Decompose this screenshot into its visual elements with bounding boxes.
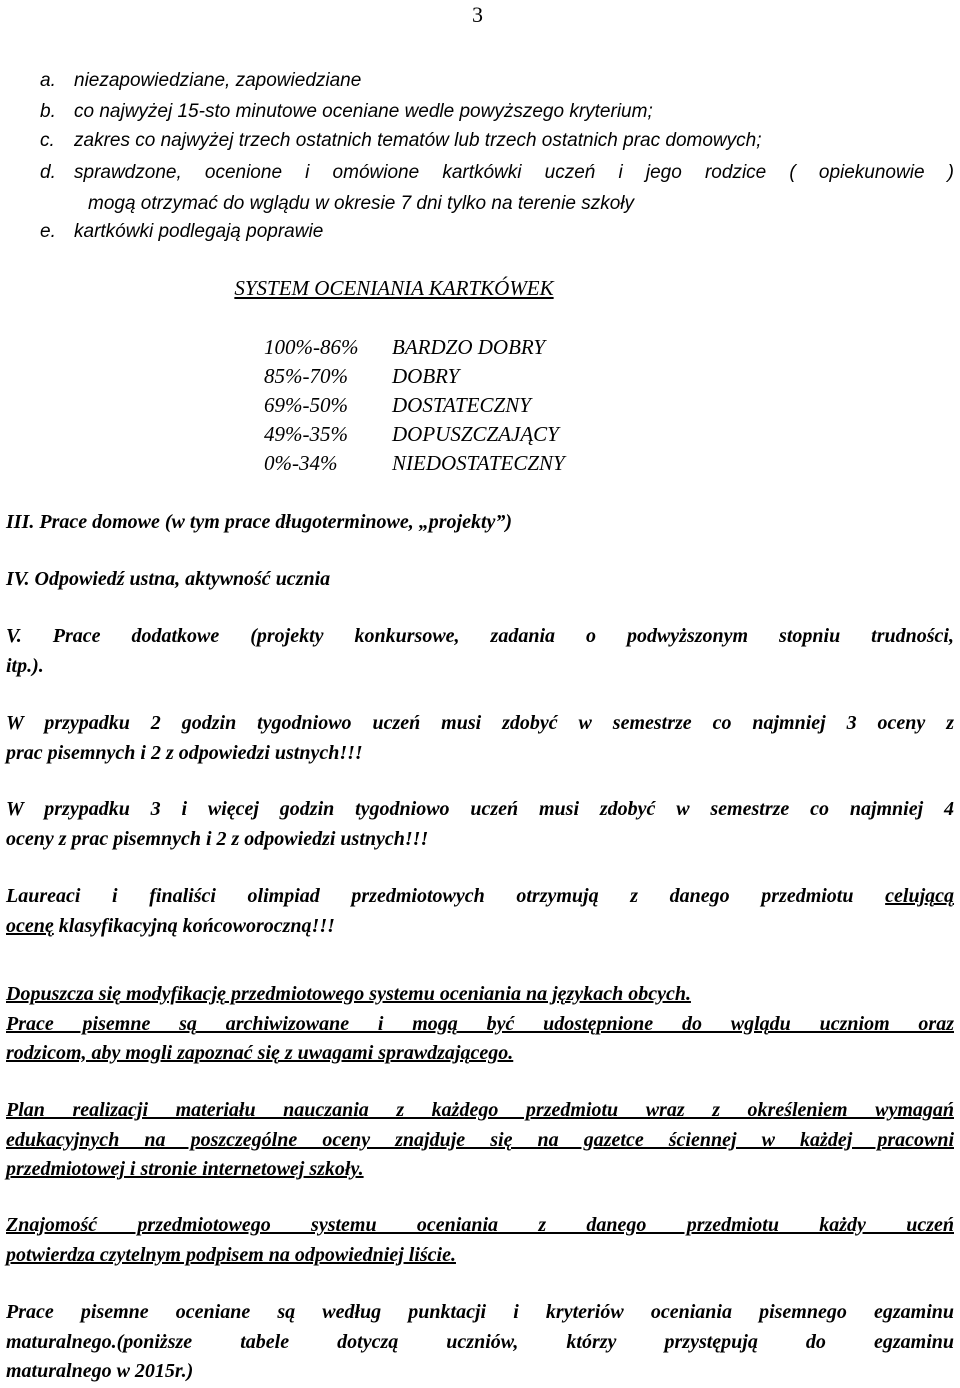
list-item-text: niezapowiedziane, zapowiedziane (74, 70, 362, 91)
grade-row (264, 393, 531, 418)
list-item-text: mogą otrzymać do wglądu w okresie 7 dni tylko na terenie szkoły (88, 193, 634, 214)
paragraph-line: maturalnego.(poniższe tabele dotyczą uczniów, którzy przystępują do egzaminu (6, 1330, 954, 1353)
laureates-text: klasyfikacyjną końcoworoczną!!! (58, 914, 335, 937)
paragraph-line: Plan realizacji materiału nauczania z każdego przedmiotu wraz z określeniem wymagań (6, 1099, 954, 1121)
paragraph-line: rodzicom, aby mogli zapoznać się z uwagami sprawdzającego. (6, 1042, 514, 1064)
modification-paragraph (6, 980, 954, 1069)
paragraph-line: Prace pisemne są archiwizowane i mogą być udostępnione do wglądu uczniom oraz (6, 1012, 954, 1035)
grade-name: DOPUSZCZAJĄCY (392, 422, 559, 446)
grade-row (264, 335, 545, 360)
grade-row (264, 364, 459, 389)
list-marker: a. (40, 70, 56, 91)
laureates-paragraph (6, 882, 954, 941)
paragraph-line: Dopuszcza się modyfikację przedmiotowego systemu oceniania na językach obcych. (6, 983, 691, 1005)
grade-range: 100%-86% (264, 335, 359, 359)
grading-system-title: SYSTEM OCENIANIA KARTKÓWEK (234, 276, 554, 300)
grade-name: BARDZO DOBRY (392, 335, 546, 359)
paragraph-line: edukacyjnych na poszczególne oceny znajduje się na gazetce ściennej w każdej pracowni (6, 1128, 954, 1151)
underlined-word: celującą (885, 885, 955, 907)
underlined-word: ocenę (6, 914, 54, 937)
list-marker: d. (40, 162, 56, 183)
section-iii-heading: III. Prace domowe (w tym prace długoterminowe, „projekty”) (6, 511, 513, 533)
paragraph-line: V. Prace dodatkowe (projekty konkursowe, zadania o podwyższonym stopniu trudności, (6, 625, 954, 647)
paragraph-line: przedmiotowej i stronie internetowej szkoły. (6, 1158, 364, 1180)
list-marker: e. (40, 221, 56, 242)
plan-paragraph (6, 1096, 954, 1185)
list-marker: b. (40, 101, 56, 122)
paragraph-line (6, 882, 954, 912)
list-item-text: co najwyżej 15-sto minutowe oceniane wedle powyższego kryterium; (74, 101, 653, 122)
list-item-text: sprawdzone, ocenione i omówione kartkówki uczeń i jego rodzice ( opiekunowie ) (74, 162, 954, 183)
paragraph-line: Prace pisemne oceniane są według punktacji i kryteriów oceniania pisemnego egzaminu (6, 1301, 954, 1323)
page-number: 3 (472, 2, 483, 27)
paragraph-line (6, 915, 335, 937)
note-two-hours (6, 709, 954, 768)
section-iv-heading: IV. Odpowiedź ustna, aktywność ucznia (6, 568, 331, 590)
grade-name: NIEDOSTATECZNY (392, 451, 565, 475)
grade-range: 69%-50% (264, 393, 348, 417)
paragraph-line: potwierdza czytelnym podpisem na odpowiedniej liście. (6, 1243, 456, 1266)
exam-paragraph (6, 1298, 954, 1387)
note-three-hours (6, 795, 954, 854)
list-item-text: zakres co najwyżej trzech ostatnich tematów lub trzech ostatnich prac domowych; (74, 130, 762, 151)
list-marker: c. (40, 130, 55, 151)
laureates-text: Laureaci i finaliści olimpiad przedmiotowych otrzymują z danego przedmiotu (6, 885, 854, 907)
paragraph-line: itp.). (6, 654, 44, 677)
grade-range: 49%-35% (264, 422, 348, 446)
section-v-heading (6, 622, 954, 681)
grade-range: 0%-34% (264, 451, 338, 475)
paragraph-line: oceny z prac pisemnych i 2 z odpowiedzi ustnych!!! (6, 827, 429, 850)
paragraph-line: Znajomość przedmiotowego systemu oceniania z danego przedmiotu każdy uczeń (6, 1214, 954, 1236)
list-item-text: kartkówki podlegają poprawie (74, 221, 324, 242)
paragraph-line: W przypadku 2 godzin tygodniowo uczeń musi zdobyć w semestrze co najmniej 3 oceny z (6, 712, 954, 734)
paragraph-line: prac pisemnych i 2 z odpowiedzi ustnych!!! (6, 741, 363, 764)
grade-name: DOBRY (392, 364, 460, 388)
grade-row (264, 451, 565, 476)
grade-row (264, 422, 559, 447)
grade-name: DOSTATECZNY (392, 393, 531, 417)
grade-range: 85%-70% (264, 364, 348, 388)
paragraph-line: maturalnego w 2015r.) (6, 1360, 194, 1382)
knowledge-paragraph (6, 1211, 954, 1270)
paragraph-line: W przypadku 3 i więcej godzin tygodniowo uczeń musi zdobyć w semestrze co najmniej 4 (6, 798, 954, 820)
